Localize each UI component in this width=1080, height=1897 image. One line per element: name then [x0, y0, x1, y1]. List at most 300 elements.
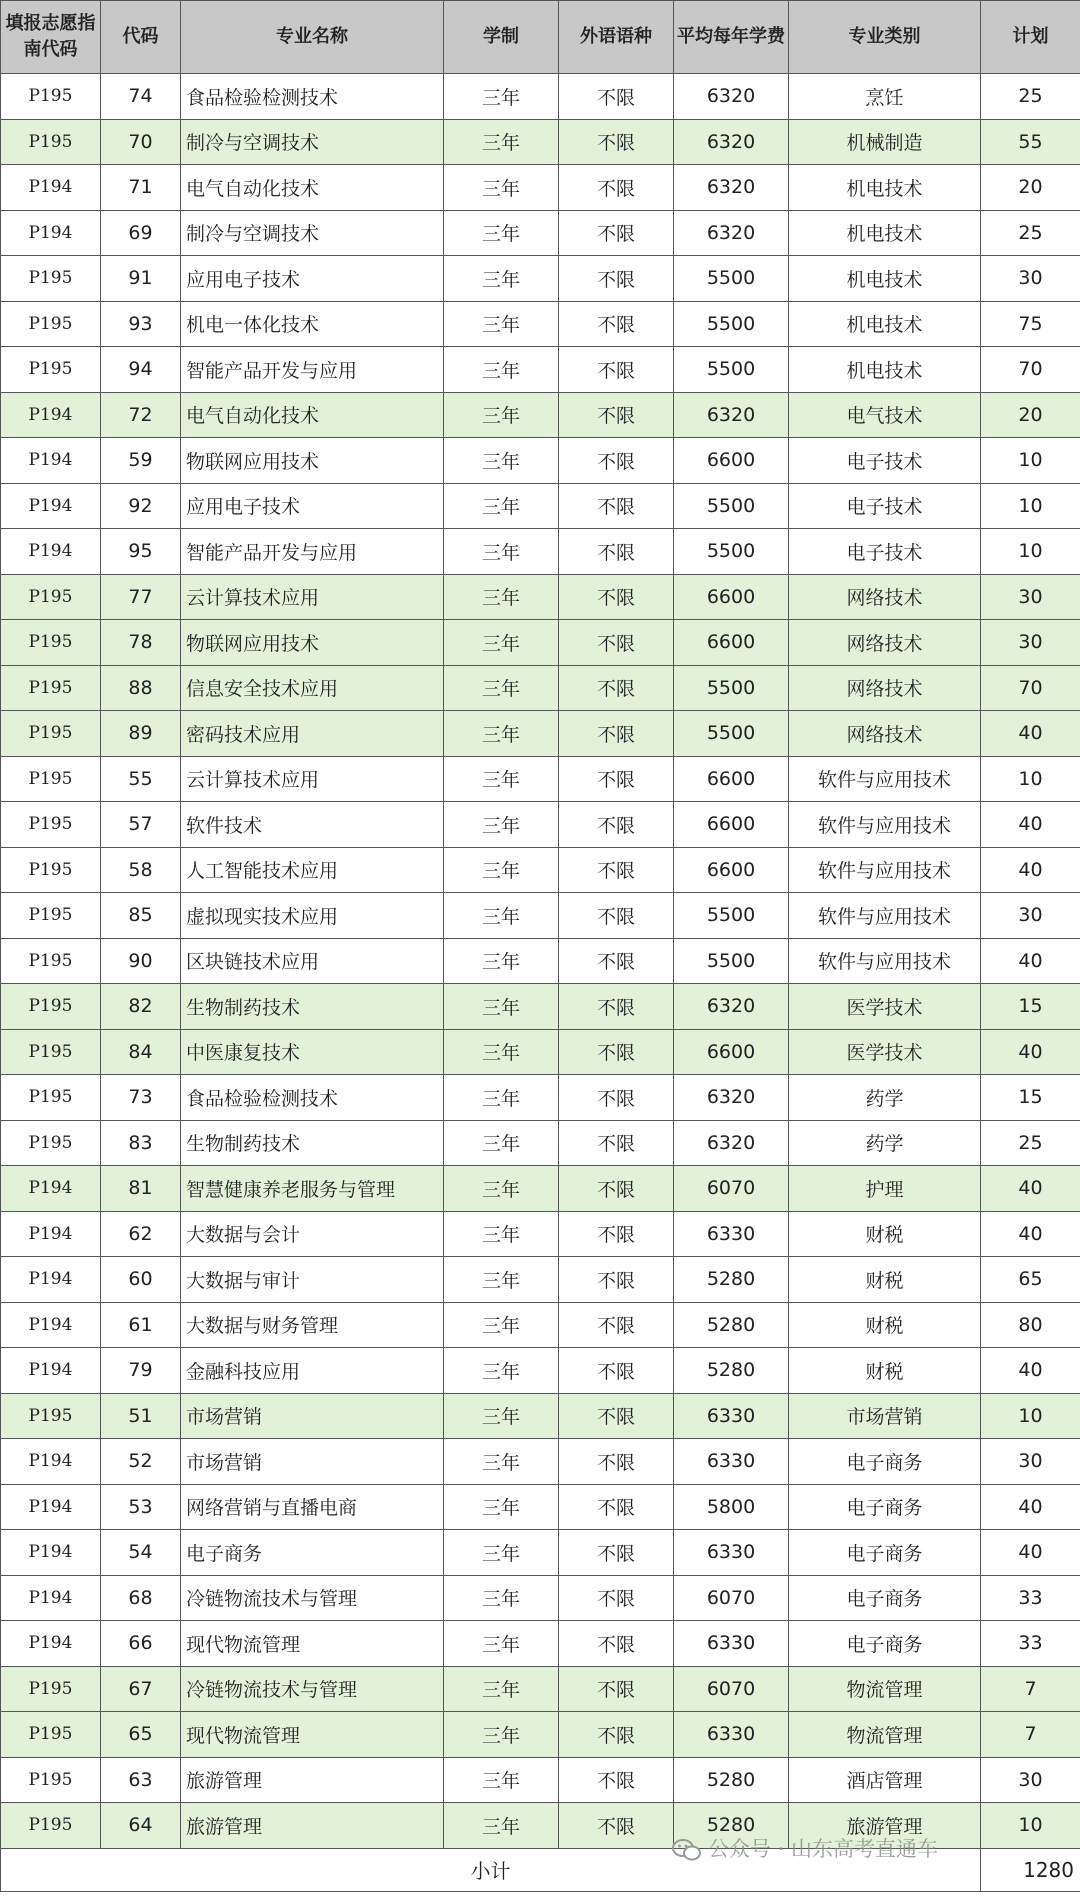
guide-code-cell: P194: [1, 1621, 101, 1667]
major-name-cell: 物联网应用技术: [181, 620, 444, 666]
plan-cell: 7: [981, 1712, 1080, 1758]
language-cell: 不限: [559, 1120, 674, 1166]
code-cell: 79: [101, 1348, 181, 1394]
language-cell: 不限: [559, 1621, 674, 1667]
subtotal-label: 小计: [1, 1848, 981, 1891]
duration-cell: 三年: [444, 301, 559, 347]
major-name-cell: 大数据与会计: [181, 1211, 444, 1257]
code-cell: 58: [101, 847, 181, 893]
tuition-cell: 6320: [674, 984, 789, 1030]
table-row: [1, 119, 1080, 165]
plan-cell: 30: [981, 574, 1080, 620]
guide-code-cell: P194: [1, 1439, 101, 1485]
plan-cell: 70: [981, 347, 1080, 393]
major-name-cell: 云计算技术应用: [181, 756, 444, 802]
plan-cell: 25: [981, 74, 1080, 120]
table-row: [1, 1211, 1080, 1257]
duration-cell: 三年: [444, 802, 559, 848]
table-row: [1, 210, 1080, 256]
guide-code-cell: P194: [1, 210, 101, 256]
duration-cell: 三年: [444, 1621, 559, 1667]
duration-cell: 三年: [444, 1666, 559, 1712]
major-name-cell: 云计算技术应用: [181, 574, 444, 620]
code-cell: 90: [101, 938, 181, 984]
language-cell: 不限: [559, 620, 674, 666]
code-cell: 66: [101, 1621, 181, 1667]
category-cell: 旅游管理: [789, 1803, 981, 1849]
table-row: [1, 483, 1080, 529]
table-row: [1, 802, 1080, 848]
tuition-cell: 6600: [674, 847, 789, 893]
plan-cell: 70: [981, 665, 1080, 711]
category-cell: 电子商务: [789, 1621, 981, 1667]
language-cell: 不限: [559, 1257, 674, 1303]
duration-cell: 三年: [444, 210, 559, 256]
major-name-cell: 密码技术应用: [181, 711, 444, 757]
code-cell: 71: [101, 165, 181, 211]
guide-code-cell: P194: [1, 529, 101, 575]
code-cell: 77: [101, 574, 181, 620]
category-cell: 财税: [789, 1257, 981, 1303]
code-cell: 60: [101, 1257, 181, 1303]
code-cell: 68: [101, 1575, 181, 1621]
plan-cell: 20: [981, 392, 1080, 438]
major-name-cell: 市场营销: [181, 1393, 444, 1439]
duration-cell: 三年: [444, 1211, 559, 1257]
watermark-text: 公众号 · 山东高考直通车: [708, 1837, 939, 1861]
table-row: [1, 620, 1080, 666]
category-cell: 财税: [789, 1348, 981, 1394]
guide-code-cell: P194: [1, 1348, 101, 1394]
header-duration: 学制: [444, 1, 559, 74]
code-cell: 94: [101, 347, 181, 393]
header-guide-code: 填报志愿指南代码: [1, 1, 101, 74]
category-cell: 机电技术: [789, 301, 981, 347]
major-name-cell: 网络营销与直播电商: [181, 1484, 444, 1530]
plan-cell: 10: [981, 483, 1080, 529]
tuition-cell: 5500: [674, 347, 789, 393]
category-cell: 网络技术: [789, 665, 981, 711]
tuition-cell: 6600: [674, 1029, 789, 1075]
duration-cell: 三年: [444, 1803, 559, 1849]
duration-cell: 三年: [444, 574, 559, 620]
code-cell: 81: [101, 1166, 181, 1212]
guide-code-cell: P195: [1, 1712, 101, 1758]
major-name-cell: 旅游管理: [181, 1803, 444, 1849]
language-cell: 不限: [559, 1393, 674, 1439]
table-row: [1, 392, 1080, 438]
duration-cell: 三年: [444, 256, 559, 302]
tuition-cell: 6320: [674, 1075, 789, 1121]
guide-code-cell: P195: [1, 74, 101, 120]
language-cell: 不限: [559, 529, 674, 575]
header-plan: 计划: [981, 1, 1080, 74]
table-row: [1, 529, 1080, 575]
code-cell: 65: [101, 1712, 181, 1758]
guide-code-cell: P195: [1, 1803, 101, 1849]
code-cell: 83: [101, 1120, 181, 1166]
major-name-cell: 生物制药技术: [181, 984, 444, 1030]
watermark: [672, 1833, 938, 1863]
guide-code-cell: P195: [1, 256, 101, 302]
guide-code-cell: P194: [1, 438, 101, 484]
duration-cell: 三年: [444, 1348, 559, 1394]
duration-cell: 三年: [444, 392, 559, 438]
code-cell: 52: [101, 1439, 181, 1485]
major-name-cell: 电气自动化技术: [181, 165, 444, 211]
major-name-cell: 食品检验检测技术: [181, 74, 444, 120]
plan-cell: 15: [981, 984, 1080, 1030]
tuition-cell: 5500: [674, 938, 789, 984]
language-cell: 不限: [559, 347, 674, 393]
plan-cell: 30: [981, 1757, 1080, 1803]
language-cell: 不限: [559, 893, 674, 939]
category-cell: 护理: [789, 1166, 981, 1212]
tuition-cell: 5500: [674, 301, 789, 347]
table-row: [1, 893, 1080, 939]
plan-cell: 10: [981, 529, 1080, 575]
language-cell: 不限: [559, 1666, 674, 1712]
table-row: [1, 1075, 1080, 1121]
language-cell: 不限: [559, 1075, 674, 1121]
tuition-cell: 6330: [674, 1439, 789, 1485]
category-cell: 市场营销: [789, 1393, 981, 1439]
code-cell: 54: [101, 1530, 181, 1576]
code-cell: 69: [101, 210, 181, 256]
tuition-cell: 5280: [674, 1757, 789, 1803]
duration-cell: 三年: [444, 1757, 559, 1803]
language-cell: 不限: [559, 1484, 674, 1530]
header-category: 专业类别: [789, 1, 981, 74]
code-cell: 92: [101, 483, 181, 529]
major-name-cell: 物联网应用技术: [181, 438, 444, 484]
major-name-cell: 生物制药技术: [181, 1120, 444, 1166]
tuition-cell: 6070: [674, 1166, 789, 1212]
major-name-cell: 智慧健康养老服务与管理: [181, 1166, 444, 1212]
plan-cell: 40: [981, 1211, 1080, 1257]
category-cell: 网络技术: [789, 620, 981, 666]
language-cell: 不限: [559, 1302, 674, 1348]
duration-cell: 三年: [444, 119, 559, 165]
code-cell: 57: [101, 802, 181, 848]
major-name-cell: 应用电子技术: [181, 256, 444, 302]
duration-cell: 三年: [444, 711, 559, 757]
major-name-cell: 应用电子技术: [181, 483, 444, 529]
category-cell: 电子技术: [789, 529, 981, 575]
category-cell: 药学: [789, 1120, 981, 1166]
code-cell: 78: [101, 620, 181, 666]
category-cell: 电子商务: [789, 1439, 981, 1485]
category-cell: 软件与应用技术: [789, 847, 981, 893]
major-name-cell: 市场营销: [181, 1439, 444, 1485]
guide-code-cell: P194: [1, 165, 101, 211]
category-cell: 财税: [789, 1302, 981, 1348]
guide-code-cell: P194: [1, 1575, 101, 1621]
guide-code-cell: P194: [1, 392, 101, 438]
category-cell: 机电技术: [789, 165, 981, 211]
duration-cell: 三年: [444, 1075, 559, 1121]
table-row: [1, 301, 1080, 347]
language-cell: 不限: [559, 802, 674, 848]
tuition-cell: 6070: [674, 1666, 789, 1712]
duration-cell: 三年: [444, 1029, 559, 1075]
plan-cell: 65: [981, 1257, 1080, 1303]
category-cell: 软件与应用技术: [789, 893, 981, 939]
category-cell: 软件与应用技术: [789, 756, 981, 802]
guide-code-cell: P195: [1, 1757, 101, 1803]
subtotal-value: 1280: [981, 1848, 1080, 1891]
table-row: [1, 1166, 1080, 1212]
major-name-cell: 虚拟现实技术应用: [181, 893, 444, 939]
duration-cell: 三年: [444, 984, 559, 1030]
language-cell: 不限: [559, 1211, 674, 1257]
duration-cell: 三年: [444, 1393, 559, 1439]
plan-cell: 40: [981, 1348, 1080, 1394]
plan-cell: 30: [981, 256, 1080, 302]
major-name-cell: 电气自动化技术: [181, 392, 444, 438]
language-cell: 不限: [559, 438, 674, 484]
language-cell: 不限: [559, 1803, 674, 1849]
plan-cell: 75: [981, 301, 1080, 347]
header-code: 代码: [101, 1, 181, 74]
major-name-cell: 中医康复技术: [181, 1029, 444, 1075]
tuition-cell: 6600: [674, 574, 789, 620]
language-cell: 不限: [559, 847, 674, 893]
category-cell: 药学: [789, 1075, 981, 1121]
major-name-cell: 机电一体化技术: [181, 301, 444, 347]
language-cell: 不限: [559, 1166, 674, 1212]
header-tuition: 平均每年学费: [674, 1, 789, 74]
tuition-cell: 6320: [674, 392, 789, 438]
plan-cell: 40: [981, 938, 1080, 984]
tuition-cell: 6320: [674, 165, 789, 211]
language-cell: 不限: [559, 165, 674, 211]
tuition-cell: 6600: [674, 756, 789, 802]
guide-code-cell: P195: [1, 1075, 101, 1121]
language-cell: 不限: [559, 1029, 674, 1075]
table-row: [1, 847, 1080, 893]
tuition-cell: 5500: [674, 665, 789, 711]
table-row: [1, 574, 1080, 620]
guide-code-cell: P194: [1, 1211, 101, 1257]
category-cell: 电子商务: [789, 1575, 981, 1621]
plan-cell: 10: [981, 1393, 1080, 1439]
tuition-cell: 5280: [674, 1302, 789, 1348]
code-cell: 61: [101, 1302, 181, 1348]
language-cell: 不限: [559, 256, 674, 302]
category-cell: 物流管理: [789, 1712, 981, 1758]
guide-code-cell: P194: [1, 1530, 101, 1576]
plan-cell: 30: [981, 620, 1080, 666]
table-row: [1, 1393, 1080, 1439]
plan-cell: 40: [981, 1166, 1080, 1212]
table-row: [1, 74, 1080, 120]
category-cell: 机电技术: [789, 256, 981, 302]
language-cell: 不限: [559, 1712, 674, 1758]
code-cell: 64: [101, 1803, 181, 1849]
guide-code-cell: P194: [1, 1166, 101, 1212]
category-cell: 电子技术: [789, 483, 981, 529]
header-major-name: 专业名称: [181, 1, 444, 74]
language-cell: 不限: [559, 665, 674, 711]
table-row: [1, 1530, 1080, 1576]
table-row: [1, 1621, 1080, 1667]
major-name-cell: 制冷与空调技术: [181, 119, 444, 165]
plan-cell: 33: [981, 1621, 1080, 1667]
tuition-cell: 6330: [674, 1393, 789, 1439]
tuition-cell: 6600: [674, 620, 789, 666]
plan-cell: 80: [981, 1302, 1080, 1348]
language-cell: 不限: [559, 711, 674, 757]
plan-cell: 30: [981, 1439, 1080, 1485]
header-language: 外语语种: [559, 1, 674, 74]
tuition-cell: 5280: [674, 1348, 789, 1394]
category-cell: 物流管理: [789, 1666, 981, 1712]
duration-cell: 三年: [444, 74, 559, 120]
language-cell: 不限: [559, 392, 674, 438]
code-cell: 74: [101, 74, 181, 120]
table-row: [1, 1666, 1080, 1712]
plan-cell: 10: [981, 438, 1080, 484]
duration-cell: 三年: [444, 1575, 559, 1621]
duration-cell: 三年: [444, 893, 559, 939]
duration-cell: 三年: [444, 1712, 559, 1758]
language-cell: 不限: [559, 574, 674, 620]
table-body: [1, 74, 1080, 1849]
plan-cell: 40: [981, 1029, 1080, 1075]
duration-cell: 三年: [444, 756, 559, 802]
plan-cell: 20: [981, 165, 1080, 211]
major-name-cell: 现代物流管理: [181, 1712, 444, 1758]
duration-cell: 三年: [444, 1484, 559, 1530]
duration-cell: 三年: [444, 847, 559, 893]
tuition-cell: 5800: [674, 1484, 789, 1530]
table-row: [1, 665, 1080, 711]
plan-cell: 30: [981, 893, 1080, 939]
guide-code-cell: P195: [1, 1120, 101, 1166]
code-cell: 63: [101, 1757, 181, 1803]
language-cell: 不限: [559, 756, 674, 802]
table-row: [1, 984, 1080, 1030]
plan-cell: 40: [981, 802, 1080, 848]
duration-cell: 三年: [444, 1257, 559, 1303]
major-name-cell: 金融科技应用: [181, 1348, 444, 1394]
duration-cell: 三年: [444, 1166, 559, 1212]
tuition-cell: 5280: [674, 1257, 789, 1303]
language-cell: 不限: [559, 1348, 674, 1394]
tuition-cell: 6320: [674, 119, 789, 165]
plan-cell: 40: [981, 847, 1080, 893]
category-cell: 网络技术: [789, 574, 981, 620]
language-cell: 不限: [559, 301, 674, 347]
tuition-cell: 5500: [674, 529, 789, 575]
major-name-cell: 现代物流管理: [181, 1621, 444, 1667]
guide-code-cell: P195: [1, 301, 101, 347]
plan-cell: 10: [981, 756, 1080, 802]
guide-code-cell: P195: [1, 847, 101, 893]
plan-cell: 10: [981, 1803, 1080, 1849]
guide-code-cell: P195: [1, 984, 101, 1030]
language-cell: 不限: [559, 483, 674, 529]
duration-cell: 三年: [444, 1302, 559, 1348]
major-name-cell: 制冷与空调技术: [181, 210, 444, 256]
major-name-cell: 冷链物流技术与管理: [181, 1666, 444, 1712]
duration-cell: 三年: [444, 665, 559, 711]
guide-code-cell: P195: [1, 1666, 101, 1712]
code-cell: 70: [101, 119, 181, 165]
table-row: [1, 1257, 1080, 1303]
code-cell: 62: [101, 1211, 181, 1257]
category-cell: 机械制造: [789, 119, 981, 165]
tuition-cell: 6320: [674, 74, 789, 120]
table-row: [1, 256, 1080, 302]
table-row: [1, 1575, 1080, 1621]
table-row: [1, 165, 1080, 211]
table-row: [1, 756, 1080, 802]
tuition-cell: 6330: [674, 1621, 789, 1667]
guide-code-cell: P195: [1, 119, 101, 165]
duration-cell: 三年: [444, 1439, 559, 1485]
major-name-cell: 智能产品开发与应用: [181, 347, 444, 393]
category-cell: 酒店管理: [789, 1757, 981, 1803]
major-name-cell: 人工智能技术应用: [181, 847, 444, 893]
guide-code-cell: P195: [1, 1029, 101, 1075]
code-cell: 55: [101, 756, 181, 802]
duration-cell: 三年: [444, 438, 559, 484]
table-row: [1, 1484, 1080, 1530]
guide-code-cell: P194: [1, 1302, 101, 1348]
table-row: [1, 438, 1080, 484]
tuition-cell: 6330: [674, 1530, 789, 1576]
major-name-cell: 大数据与财务管理: [181, 1302, 444, 1348]
language-cell: 不限: [559, 984, 674, 1030]
category-cell: 软件与应用技术: [789, 938, 981, 984]
guide-code-cell: P195: [1, 802, 101, 848]
plan-cell: 7: [981, 1666, 1080, 1712]
major-name-cell: 软件技术: [181, 802, 444, 848]
plan-cell: 33: [981, 1575, 1080, 1621]
major-name-cell: 区块链技术应用: [181, 938, 444, 984]
duration-cell: 三年: [444, 1530, 559, 1576]
table-header: [1, 1, 1080, 74]
guide-code-cell: P195: [1, 1393, 101, 1439]
major-name-cell: 食品检验检测技术: [181, 1075, 444, 1121]
plan-cell: 25: [981, 210, 1080, 256]
category-cell: 网络技术: [789, 711, 981, 757]
major-name-cell: 冷链物流技术与管理: [181, 1575, 444, 1621]
table-row: [1, 938, 1080, 984]
plan-cell: 25: [981, 1120, 1080, 1166]
language-cell: 不限: [559, 119, 674, 165]
language-cell: 不限: [559, 1530, 674, 1576]
major-name-cell: 电子商务: [181, 1530, 444, 1576]
code-cell: 82: [101, 984, 181, 1030]
code-cell: 85: [101, 893, 181, 939]
duration-cell: 三年: [444, 165, 559, 211]
language-cell: 不限: [559, 74, 674, 120]
language-cell: 不限: [559, 1757, 674, 1803]
tuition-cell: 6330: [674, 1712, 789, 1758]
plan-cell: 15: [981, 1075, 1080, 1121]
category-cell: 机电技术: [789, 347, 981, 393]
code-cell: 67: [101, 1666, 181, 1712]
guide-code-cell: P195: [1, 665, 101, 711]
tuition-cell: 6070: [674, 1575, 789, 1621]
table-row: [1, 1120, 1080, 1166]
plan-cell: 55: [981, 119, 1080, 165]
guide-code-cell: P195: [1, 756, 101, 802]
tuition-cell: 6600: [674, 802, 789, 848]
